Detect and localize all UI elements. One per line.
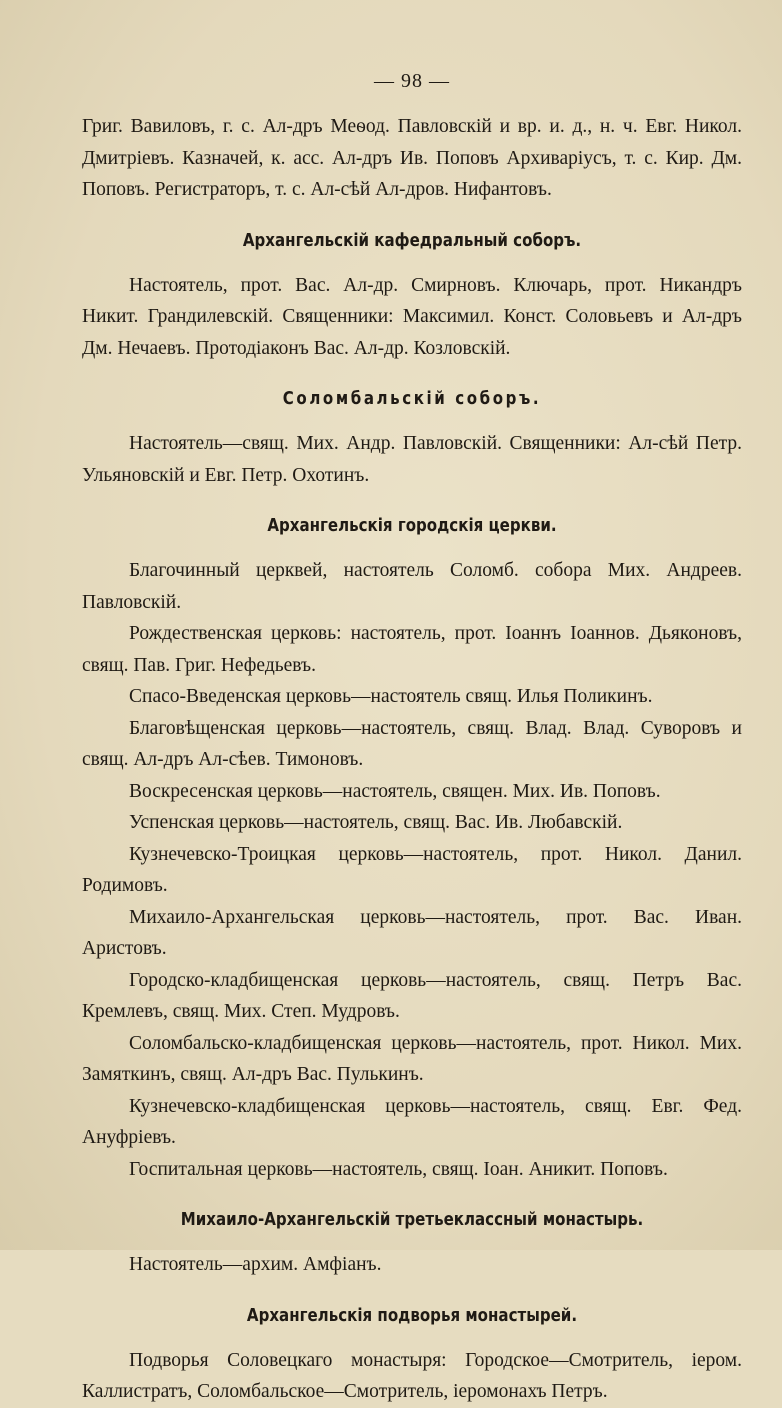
section-heading-cathedral: Архангельскій кафедральный соборъ. xyxy=(242,230,582,251)
church-entry: Соломбальско-кладбищенская церковь—настоятель, прот. Никол. Мих. Замяткинъ, свящ. Ал-дръ Вас. Пулькинъ. xyxy=(82,1032,742,1085)
page-number: — 98 — xyxy=(374,70,450,92)
section-heading-podvorya: Архангельскія подворья монастырей. xyxy=(246,1305,578,1326)
church-entry: Госпитальная церковь—настоятель, свящ. Іоан. Аникит. Поповъ. xyxy=(129,1158,668,1180)
church-entry: Кузнечевско-кладбищенская церковь—настоятель, свящ. Евг. Фед. Ануфріевъ. xyxy=(82,1095,742,1148)
section-heading-monastery: Михаило-Архангельскій третьеклассный монастырь. xyxy=(180,1210,644,1230)
section-heading-city-churches: Архангельскія городскія церкви. xyxy=(267,516,557,536)
church-entry: Благочинный церквей, настоятель Соломб. собора Мих. Андреев. Павловскій. xyxy=(82,560,742,613)
monastery-paragraph: Настоятель—архим. Амфіанъ. xyxy=(129,1254,382,1275)
church-entry: Благовѣщенская церковь—настоятель, свящ. Влад. Влад. Суворовъ и свящ. Ал-дръ Ал-сѣев. Тимоновъ. xyxy=(82,717,742,770)
cathedral-staff-paragraph: Настоятель, прот. Вас. Ал-др. Смирновъ. Ключарь, прот. Никандръ Никит. Грандилевскій. Священники: Максимил. Конст. Соловьевъ и Ал-дръ Дм. Нечаевъ. Протодіаконъ Вас. Ал-др. Козловскій. xyxy=(82,274,742,359)
church-entry: Спасо-Введенская церковь—настоятель свящ. Илья Поликинъ. xyxy=(129,686,653,707)
church-entry: Рождественская церковь: настоятель, прот. Іоаннъ Іоаннов. Дьяконовъ, свящ. Пав. Григ. Нефедьевъ. xyxy=(82,623,742,676)
solombala-staff-paragraph: Настоятель—свящ. Мих. Андр. Павловскій. Священники: Ал-сѣй Петр. Ульяновскій и Евг. Петр. Охотинъ. xyxy=(82,433,742,486)
church-entry: Кузнечевско-Троицкая церковь—настоятель, прот. Никол. Данил. Родимовъ. xyxy=(82,843,742,896)
podvorya-paragraph: Подворья Соловецкаго монастыря: Городское—Смотритель, іером. Каллистратъ, Соломбальское—Смотритель, іеромонахъ Петръ. xyxy=(82,1349,742,1402)
church-entry: Воскресенская церковь—настоятель, священ. Мих. Ив. Поповъ. xyxy=(129,780,661,802)
church-entry: Успенская церковь—настоятель, свящ. Вас. Ив. Любавскій. xyxy=(129,812,623,833)
church-entry: Михаило-Архангельская церковь—настоятель, прот. Вас. Иван. Аристовъ. xyxy=(82,906,742,959)
section-heading-solombala-cathedral: Соломбальскій соборъ. xyxy=(282,389,542,409)
church-entry: Городско-кладбищенская церковь—настоятель, свящ. Петръ Вас. Кремлевъ, свящ. Мих. Степ. Мудровъ. xyxy=(82,969,742,1022)
intro-paragraph: Григ. Вавиловъ, г. с. Ал-дръ Меѳод. Павловскій и вр. и. д., н. ч. Евг. Никол. Дмитріевъ. Казначей, к. асс. Ал-дръ Ив. Поповъ Архиваріусъ, т. с. Кир. Дм. Поповъ. Регистраторъ, т. с. Ал-сѣй Ал-дров. Нифантовъ. xyxy=(82,116,742,200)
